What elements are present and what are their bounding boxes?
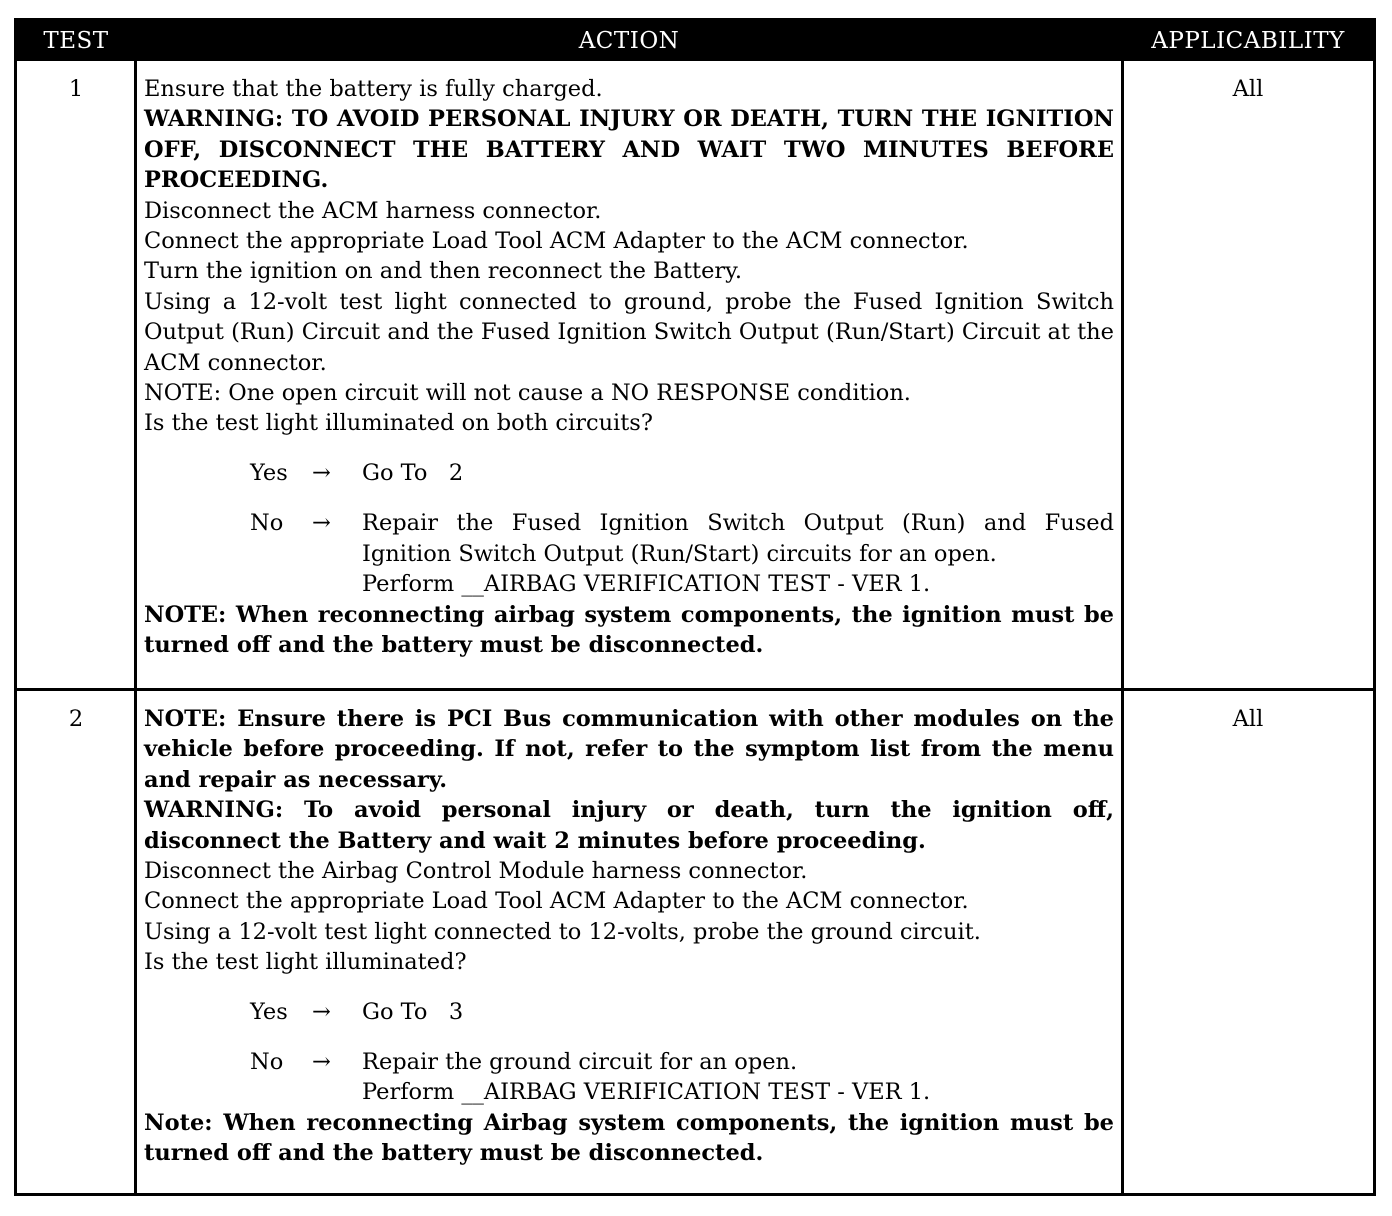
header-applicability: APPLICABILITY xyxy=(1151,28,1345,54)
question-text: Is the test light illuminated? xyxy=(144,949,467,976)
verification-link-text: Perform __AIRBAG VERIFICATION TEST - VER 1. xyxy=(362,1079,931,1106)
right-arrow-icon: → xyxy=(312,510,331,537)
table-row xyxy=(17,691,1373,1196)
yes-result: Go To 2 xyxy=(362,460,464,487)
applicability-value: All xyxy=(1232,706,1264,732)
no-result-text: Repair the Fused Ignition Switch Output (Run) and Fused Ignition Switch Output (Run/Start) circuits for an open. xyxy=(362,510,1114,567)
applicability-value: All xyxy=(1232,76,1264,102)
note-text: NOTE: Ensure there is PCI Bus communication with other modules on the vehicle before proceeding. If not, refer to the symptom list from the menu and repair as necessary. xyxy=(144,706,1114,793)
yes-option xyxy=(144,458,1114,488)
no-label: No xyxy=(250,1049,284,1076)
yes-label: Yes xyxy=(250,999,288,1026)
right-arrow-icon: → xyxy=(312,1049,331,1076)
test-number: 1 xyxy=(68,76,84,102)
yes-result: Go To 3 xyxy=(362,999,464,1026)
question-text: Is the test light illuminated on both circuits? xyxy=(144,410,653,437)
action-line: NOTE: One open circuit will not cause a NO RESPONSE condition. xyxy=(144,380,911,407)
right-arrow-icon: → xyxy=(312,999,331,1026)
test-number: 2 xyxy=(68,706,84,732)
table-header xyxy=(17,21,1373,61)
verification-link-text: Perform __AIRBAG VERIFICATION TEST - VER 1. xyxy=(362,571,931,598)
no-option xyxy=(144,1047,1114,1108)
yes-label: Yes xyxy=(250,460,288,487)
diagnostic-test-table xyxy=(14,18,1376,1196)
action-line: Connect the appropriate Load Tool ACM Adapter to the ACM connector. xyxy=(144,228,969,255)
action-line: Disconnect the ACM harness connector. xyxy=(144,197,602,224)
header-test: TEST xyxy=(43,28,109,54)
note-text: NOTE: When reconnecting airbag system components, the ignition must be turned off and the battery must be disconnected. xyxy=(144,601,1114,658)
action-cell xyxy=(144,74,1114,660)
action-line: Using a 12-volt test light connected to ground, probe the Fused Ignition Switch Output (Run) Circuit and the Fused Ignition Switch Output (Run/Start) Circuit at the ACM connector. xyxy=(144,288,1114,376)
no-result xyxy=(362,508,1114,599)
no-result-text: Repair the ground circuit for an open. xyxy=(362,1049,798,1076)
warning-text: WARNING: To avoid personal injury or death, turn the ignition off, disconnect the Battery and wait 2 minutes before proceeding. xyxy=(144,797,1114,854)
action-line: Connect the appropriate Load Tool ACM Adapter to the ACM connector. xyxy=(144,888,969,915)
action-line: Disconnect the Airbag Control Module harness connector. xyxy=(144,858,808,885)
no-option xyxy=(144,508,1114,599)
header-action: ACTION xyxy=(578,28,680,54)
table-row xyxy=(17,61,1373,688)
right-arrow-icon: → xyxy=(312,460,331,487)
note-text: Note: When reconnecting Airbag system components, the ignition must be turned off and the battery must be disconnected. xyxy=(144,1109,1114,1167)
action-line: Turn the ignition on and then reconnect the Battery. xyxy=(144,258,743,285)
action-cell xyxy=(144,704,1114,1169)
no-result xyxy=(362,1047,1114,1108)
action-line: Using a 12-volt test light connected to 12-volts, probe the ground circuit. xyxy=(144,918,981,945)
action-line: Ensure that the battery is fully charged. xyxy=(144,76,603,102)
no-label: No xyxy=(250,510,284,537)
yes-option xyxy=(144,997,1114,1027)
warning-text: WARNING: TO AVOID PERSONAL INJURY OR DEATH, TURN THE IGNITION OFF, DISCONNECT THE BATTERY AND WAIT TWO MINUTES BEFORE PROCEEDING. xyxy=(144,106,1114,194)
